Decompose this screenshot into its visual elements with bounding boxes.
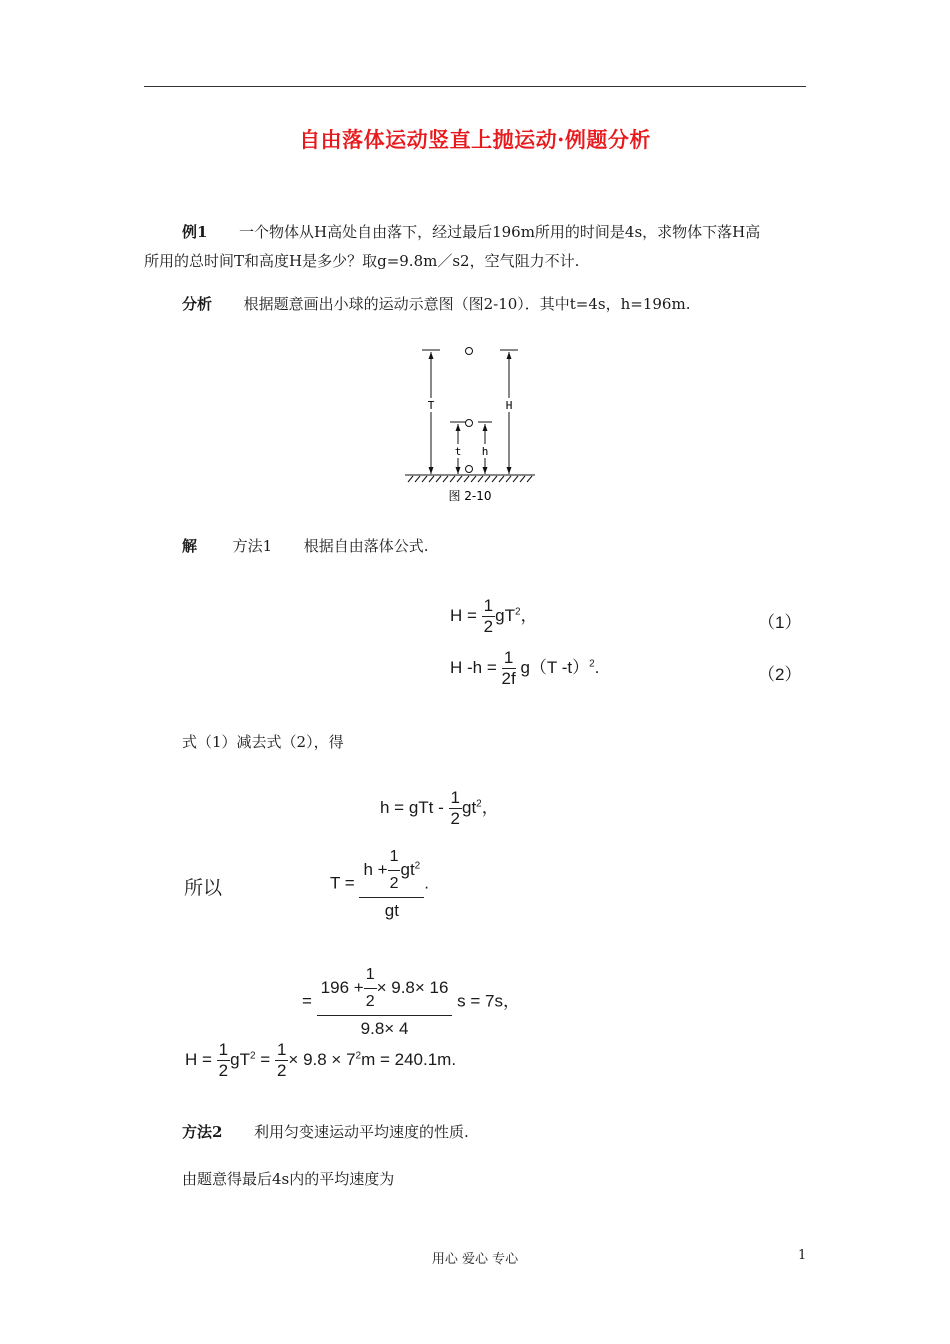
- eq1-rhs: gT: [495, 605, 515, 625]
- eq5-fraction: 196 + $\frac{1}{2}$ × 9.8× 16 9.8× 4: [317, 962, 453, 1042]
- method-2: [182, 1118, 469, 1147]
- equation-1-number: （1）: [758, 613, 802, 632]
- label-H: H: [505, 399, 513, 412]
- eq6-lhs: H =: [185, 1049, 212, 1069]
- method-2-text: 利用匀变速运动平均速度的性质.: [254, 1123, 469, 1141]
- eq2-rhs: g（T -t）: [520, 657, 590, 677]
- solution-label: 解: [182, 537, 198, 555]
- eq2-lhs: H -h =: [450, 657, 497, 677]
- eq5-lhs: =: [302, 991, 312, 1011]
- eq3-lhs: h = gTt -: [380, 797, 444, 817]
- eq4-fraction: h + $\frac{1}{2}$ $gt^2$ gt: [359, 844, 424, 924]
- equation-2: H -h = $\frac{1}{2f}$ g（T -t）$^2$.: [450, 648, 600, 688]
- figure-caption: 图 2-10: [448, 489, 492, 503]
- eq1-lhs: H =: [450, 605, 477, 625]
- eq3-fraction: $\frac{1}{2}$: [450, 788, 460, 828]
- label-T: T: [427, 399, 435, 412]
- equation-2-number: （2）: [758, 665, 802, 684]
- eq4-lhs: T =: [330, 873, 355, 893]
- label-h: h: [481, 445, 489, 458]
- motion-diagram: [400, 340, 550, 510]
- top-rule: [144, 86, 806, 87]
- equation-4: T = h + $\frac{1}{2}$ $gt^2$ gt .: [330, 844, 429, 924]
- analysis-label: 分析: [182, 295, 213, 313]
- example-1: [144, 218, 814, 276]
- page-title: 自由落体运动竖直上抛运动·例题分析: [299, 127, 651, 152]
- equation-3: h = gTt - $\frac{1}{2}$ $gt^2$，: [380, 788, 499, 828]
- eq3-rhs: gt: [461, 797, 477, 817]
- page-number: 1: [798, 1248, 807, 1263]
- example-label: 例1: [182, 223, 208, 241]
- example-text-2: 所用的总时间T和高度H是多少？取g=9.8m／s2，空气阻力不计.: [144, 252, 580, 270]
- example-text-1: 一个物体从H高处自由落下，经过最后196m所用的时间是4s，求物体下落H高: [239, 223, 761, 241]
- so-label: 所以: [184, 877, 223, 899]
- method-1-label: 方法1: [232, 537, 273, 555]
- label-t: t: [454, 445, 462, 458]
- last-text: 由题意得最后4s内的平均速度为: [182, 1170, 395, 1188]
- equation-1: H = $\frac{1}{2}$ $gT^2$，: [450, 596, 538, 636]
- solution: [182, 532, 428, 561]
- footer-center: 用心 爱心 专心: [431, 1252, 519, 1267]
- analysis: [182, 290, 690, 319]
- equation-5: = 196 + $\frac{1}{2}$ × 9.8× 16 9.8× 4 s = 7s，: [302, 962, 520, 1042]
- eq2-fraction: $\frac{1}{2f}$: [501, 648, 516, 688]
- equation-6: H = $\frac{1}{2}$ $gT^2$ = $\frac{1}{2}$ × $9.8 \times 7^2m = 240.1m$.: [185, 1040, 457, 1080]
- eq1-fraction: $\frac{1}{2}$: [483, 596, 494, 636]
- subtract-text: 式（1）减去式（2），得: [182, 733, 344, 751]
- method-1-text: 根据自由落体公式.: [303, 537, 429, 555]
- analysis-text: 根据题意画出小球的运动示意图（图2-10）．其中t=4s，h=196m.: [243, 295, 691, 313]
- method-2-label: 方法2: [182, 1123, 223, 1141]
